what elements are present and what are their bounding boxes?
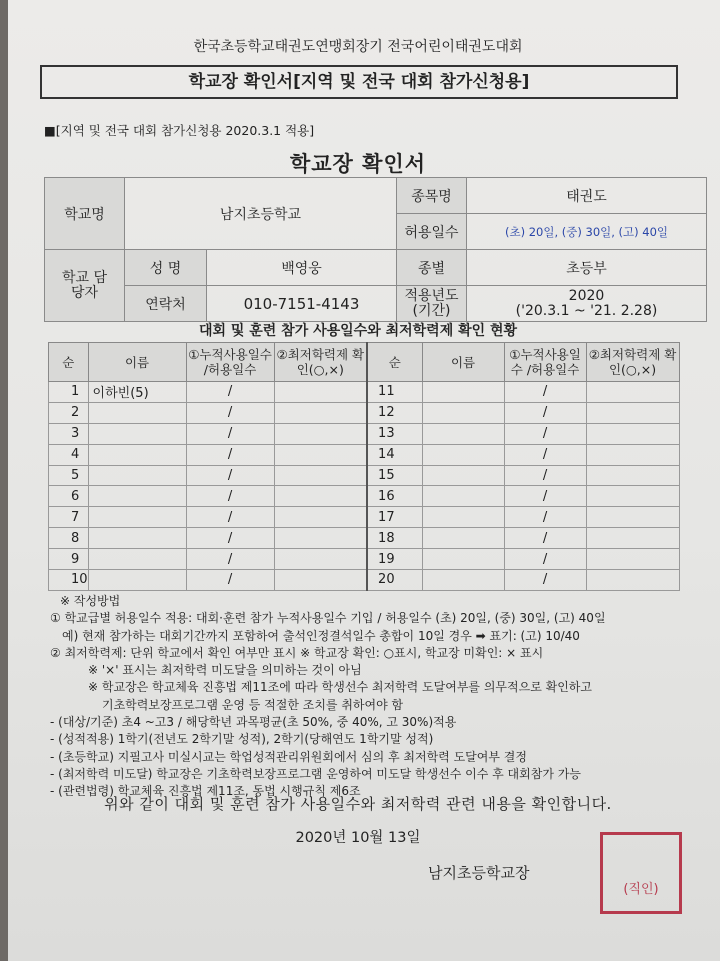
instruction-line: - (최저학력 미도달) 학교장은 기초학력보장프로그램 운영하여 미도달 학생선수 이수 후 대회참가 가능 [50, 766, 581, 781]
row-check [586, 549, 679, 570]
name-label: 성 명 [125, 250, 207, 286]
row-days: / [504, 528, 586, 549]
table-row [49, 528, 680, 549]
header-check: ②최저학력제 확인(○,×) [274, 343, 367, 382]
row-days: / [186, 423, 274, 444]
header-name: 이름 [422, 343, 504, 382]
row-number: 17 [367, 507, 422, 528]
row-days: / [504, 402, 586, 423]
row-days: / [186, 382, 274, 403]
row-days: / [186, 528, 274, 549]
event-value: 태권도 [467, 178, 707, 214]
row-check [274, 486, 367, 507]
row-check [274, 528, 367, 549]
row-name [88, 465, 186, 486]
row-number: 8 [49, 528, 89, 549]
row-days: / [504, 465, 586, 486]
confirmation-date: 2020년 10월 13일 [295, 830, 421, 846]
official-seal [600, 832, 682, 914]
table-row [49, 402, 680, 423]
school-info-table [44, 177, 707, 322]
name-value: 백영웅 [207, 250, 397, 286]
table-row [49, 507, 680, 528]
document-title: 학교장 확인서[지역 및 전국 대회 참가신청용] [40, 65, 678, 99]
school-value: 남지초등학교 [125, 178, 397, 250]
instruction-line: ※ '×' 표시는 최저학력 미도달을 의미하는 것이 아님 [88, 663, 362, 678]
row-name [88, 402, 186, 423]
row-days: / [186, 465, 274, 486]
row-name [422, 444, 504, 465]
period-value [467, 286, 707, 322]
row-check [586, 570, 679, 591]
row-days: / [186, 507, 274, 528]
confirmation-statement: 위와 같이 대회 및 훈련 참가 사용일수와 최저학력 관련 내용을 확인합니다. [104, 795, 612, 813]
row-number: 20 [367, 570, 422, 591]
row-number: 3 [49, 423, 89, 444]
instruction-line: ① 학교급별 허용일수 적용: 대회·훈련 참가 누적사용일수 기입 / 허용일수 (초) 20일, (중) 30일, (고) 40일 [50, 611, 606, 626]
organization-header: 한국초등학교태권도연맹회장기 전국어린이태권도대회 [193, 39, 523, 55]
instruction-line: ② 최저학력제: 단위 학교에서 확인 여부만 표시 ※ 학교장 확인: ○표시, 학교장 미확인: × 표시 [50, 645, 544, 660]
row-check [274, 465, 367, 486]
row-name [88, 444, 186, 465]
table-row [49, 549, 680, 570]
table-row [49, 570, 680, 591]
row-days: / [186, 402, 274, 423]
contact-value: 010-7151-4143 [207, 286, 397, 322]
school-label: 학교명 [45, 178, 125, 250]
row-name [88, 549, 186, 570]
header-no: 순 [367, 343, 422, 382]
row-check [274, 423, 367, 444]
row-number: 6 [49, 486, 89, 507]
row-number: 18 [367, 528, 422, 549]
row-name [422, 423, 504, 444]
table-row [49, 444, 680, 465]
table-row [49, 423, 680, 444]
row-name [422, 486, 504, 507]
row-number: 10 [49, 570, 89, 591]
header-check: ②최저학력제 확인(○,×) [586, 343, 679, 382]
instruction-line: 예) 현재 참가하는 대회기간까지 포함하여 출석인정결석일수 총합이 10일 경우 ➡ 표기: (고) 10/40 [62, 628, 580, 643]
row-days: / [186, 486, 274, 507]
period-label: 적용년도 (기간) [397, 286, 467, 322]
header-no: 순 [49, 343, 89, 382]
instruction-line: - (성적적용) 1학기(전년도 2학기말 성적), 2학기(당해연도 1학기말 성적) [50, 732, 434, 747]
table-row [49, 486, 680, 507]
row-check [586, 528, 679, 549]
row-name [88, 528, 186, 549]
instruction-line: ※ 작성방법 [60, 594, 121, 608]
row-name [88, 507, 186, 528]
row-days: / [186, 549, 274, 570]
row-name [88, 486, 186, 507]
row-name [422, 507, 504, 528]
row-check [586, 444, 679, 465]
row-number: 2 [49, 402, 89, 423]
main-title: 학교장 확인서 [289, 152, 427, 176]
row-name [422, 549, 504, 570]
instruction-line: 기초학력보장프로그램 운영 등 적절한 조치를 취하여야 함 [102, 697, 404, 712]
document-page [8, 0, 720, 961]
row-number: 7 [49, 507, 89, 528]
row-days: / [504, 486, 586, 507]
row-days: / [504, 382, 586, 403]
applied-note: ■[지역 및 전국 대회 참가신청용 2020.3.1 적용] [44, 123, 315, 138]
header-days: ①누적사용일수 /허용일수 [504, 343, 586, 382]
header-days: ①누적사용일수 /허용일수 [186, 343, 274, 382]
row-check [586, 507, 679, 528]
row-number: 19 [367, 549, 422, 570]
row-name: 이하빈(5) [88, 382, 186, 403]
row-name [422, 528, 504, 549]
row-name [88, 570, 186, 591]
row-check [586, 382, 679, 403]
instruction-line: - (초등학교) 지필고사 미실시교는 학업성적관리위원회에서 심의 후 최저학력 도달여부 결정 [50, 749, 527, 764]
row-days: / [504, 570, 586, 591]
seal-text: (직인) [623, 882, 659, 897]
period-year: 2020 [568, 287, 605, 304]
header-name: 이름 [88, 343, 186, 382]
table-row [49, 465, 680, 486]
row-check [586, 402, 679, 423]
row-check [274, 507, 367, 528]
row-check [274, 382, 367, 403]
row-name [422, 570, 504, 591]
instruction-line: ※ 학교장은 학교체육 진흥법 제11조에 따라 학생선수 최저학력 도달여부를 의무적으로 확인하고 [88, 680, 592, 695]
row-days: / [186, 570, 274, 591]
allowed-days-label: 허용일수 [397, 214, 467, 250]
row-days: / [504, 507, 586, 528]
row-number: 15 [367, 465, 422, 486]
principal-signature: 남지초등학교장 [428, 864, 530, 882]
row-check [274, 549, 367, 570]
row-number: 9 [49, 549, 89, 570]
manager-label: 학교 담당자 [45, 250, 125, 322]
row-check [274, 402, 367, 423]
row-name [422, 402, 504, 423]
instruction-line: - (관련법령) 학교체육 진흥법 제11조, 동법 시행규칙 제6조 [50, 784, 361, 799]
row-number: 12 [367, 402, 422, 423]
row-number: 11 [367, 382, 422, 403]
row-check [586, 465, 679, 486]
row-number: 5 [49, 465, 89, 486]
participant-table [48, 342, 680, 591]
row-number: 16 [367, 486, 422, 507]
event-label: 종목명 [397, 178, 467, 214]
row-number: 4 [49, 444, 89, 465]
row-check [586, 423, 679, 444]
row-number: 14 [367, 444, 422, 465]
table-row [49, 382, 680, 403]
row-number: 13 [367, 423, 422, 444]
row-check [274, 444, 367, 465]
row-number: 1 [49, 382, 89, 403]
instruction-line: - (대상/기준) 초4 ~고3 / 해당학년 과목평균(초 50%, 중 40%, 고 30%)적용 [50, 715, 457, 730]
contact-label: 연락처 [125, 286, 207, 322]
allowed-days-value: (초) 20일, (중) 30일, (고) 40일 [467, 214, 707, 250]
row-name [422, 382, 504, 403]
row-days: / [186, 444, 274, 465]
row-days: / [504, 549, 586, 570]
period-range: ('20.3.1 ~ '21. 2.28) [515, 302, 658, 319]
category-value: 초등부 [467, 250, 707, 286]
row-check [274, 570, 367, 591]
row-name [88, 423, 186, 444]
writing-instructions [50, 593, 695, 801]
stats-title: 대회 및 훈련 참가 사용일수와 최저학력제 확인 현황 [198, 323, 518, 339]
row-days: / [504, 423, 586, 444]
row-check [586, 486, 679, 507]
category-label: 종별 [397, 250, 467, 286]
row-days: / [504, 444, 586, 465]
row-name [422, 465, 504, 486]
